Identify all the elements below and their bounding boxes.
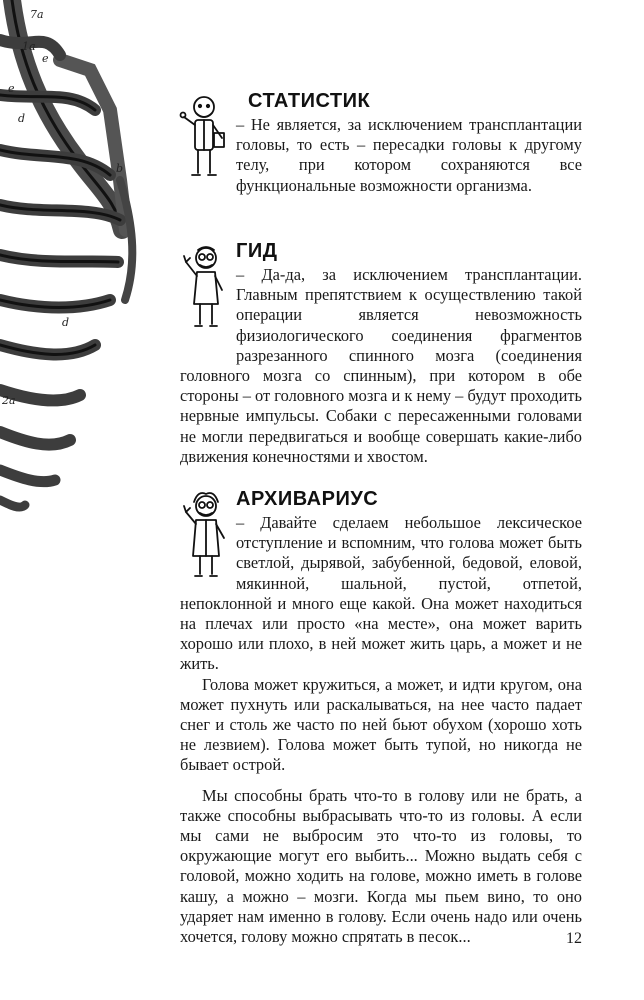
- ribcage-label: d: [62, 316, 70, 329]
- body-paragraph: Голова может кружиться, а может, и идти кругом, она может пухнуть или раскалываться, на нее часто падает снег и столь же часто по ней бьют обухом (хорошо хоть не лезвием). Голова может быть тупой, но никогда не бывает острой.: [180, 674, 582, 775]
- ribcage-label: 2a: [2, 394, 16, 407]
- section-guide: [180, 240, 582, 467]
- page-number: 12: [566, 930, 582, 947]
- ribcage-label: e: [42, 52, 49, 65]
- dialogue-text: – Не является, за исключением трансплантации головы, то есть – пересадки головы к другому телу, при котором сохраняются все функциональные возможности организма.: [236, 115, 582, 195]
- ribcage-label: 1a: [22, 40, 36, 53]
- section-archivist: [180, 488, 582, 947]
- ribcage-illustration: [0, 0, 180, 520]
- ribcage-label: d: [18, 112, 26, 125]
- ribcage-label: 7a: [30, 8, 44, 21]
- section-statistician: [180, 90, 582, 196]
- speaker-name: СТАТИСТИК: [248, 90, 371, 112]
- speaker-name: АРХИВАРИУС: [236, 488, 379, 510]
- body-paragraph: Мы способны брать что-то в голову или не брать, а также способны выбрасывать что-то из головы. А если мы сами не выбросим это что-то из головы, то окружающие могут его выбить... Можно выдать себя с головой, можно ходить на голове, можно иметь в голове кашу, а можно – мозги. Когда мы пьем вино, то оно ударяет нам именно в голову. Если очень надо или очень хочется, голову можно спрятать в песок...: [180, 785, 582, 947]
- ribcage-label: e: [8, 82, 15, 95]
- ribcage-label: b: [116, 162, 124, 175]
- speaker-name: ГИД: [236, 240, 278, 262]
- dialogue-text: – Давайте сделаем небольшое лексическое отступление и вспомним, что голова может быть светлой, дырявой, забубенной, бедовой, еловой, мякинной, шальной, пустой, отпетой, непоклонной и много еще какой. Она может находиться на плечах или просто «на месте», она может варить хорошо или плохо, в ней может жить царь, а может и не жить.: [180, 513, 582, 674]
- dialogue-text: – Да-да, за исключением трансплантации. Главным препятствием к осуществлению такой операции является невозможность физиологического соединения фрагментов разрезанного спинного мозга (соединения головного мозга со спинным), при котором в обе стороны – от головного мозга и к нему – будут проходить нервные импульсы. Собаки с пересаженными головами не могли передвигаться и вообще совершать какие-либо движения конечностями и хвостом.: [180, 265, 582, 466]
